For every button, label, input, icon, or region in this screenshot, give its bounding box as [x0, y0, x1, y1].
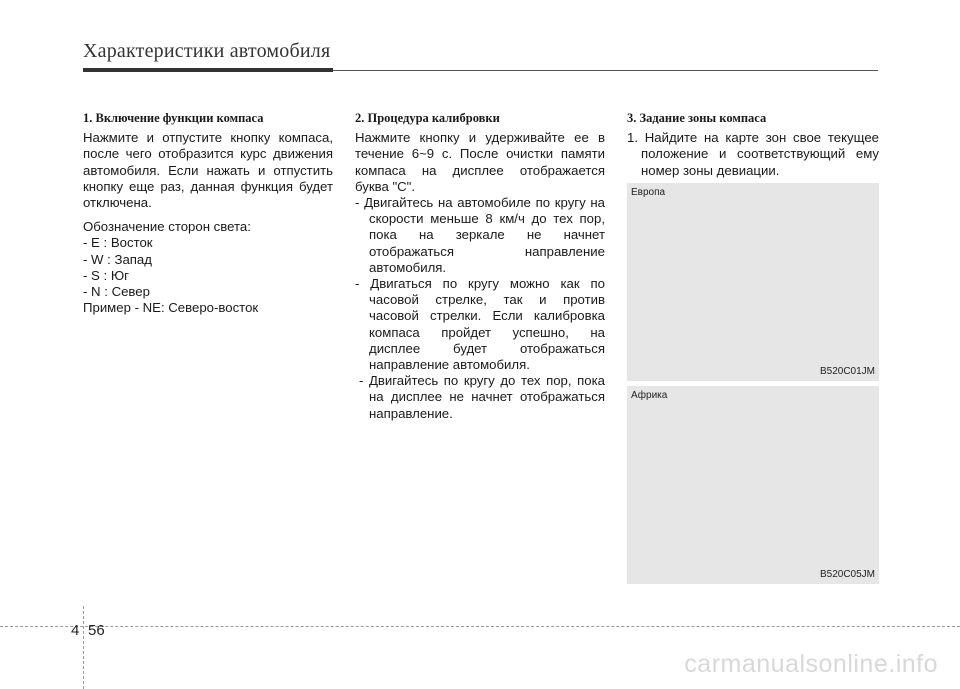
- header-rule-thick: [83, 68, 333, 72]
- figure-code: B520C01JM: [819, 366, 875, 377]
- list-item: - Двигайтесь по кругу до тех пор, пока на дисплее не начнет отображаться направление.: [359, 373, 605, 421]
- page-header-title: Характеристики автомобиля: [83, 40, 331, 62]
- africa-zone-map: [627, 386, 879, 584]
- footer-dashed-rule: [0, 626, 960, 627]
- section-heading: 1. Включение функции компаса: [83, 111, 264, 125]
- list-item: - Двигайтесь на автомобиле по кругу на скорости меньше 8 км/ч до тех пор, пока на зеркале не начнет отображаться направление автомобиля.: [355, 195, 605, 275]
- map-label: Европа: [631, 187, 666, 198]
- section-heading: 3. Задание зоны компаса: [627, 111, 767, 125]
- paragraph: Нажмите и отпустите кнопку компаса, после чего отобразится курс движения автомобиля. Если нажать и отпустить кнопку еще раз, данная функция будет отключена.: [83, 130, 333, 211]
- chapter-number: 4: [71, 622, 80, 639]
- header-rule-thin: [333, 70, 878, 71]
- example-text: Пример - NE: Северо-восток: [83, 300, 259, 316]
- list-item: - Двигаться по кругу можно как по часовой стрелке, так и против часовой стрелки. Если калибровка компаса пройдет успешно, на дисплее будет отображаться направление автомобиля.: [355, 276, 605, 373]
- list-item: - S : Юг: [83, 267, 129, 283]
- watermark: carmanualsonline.info: [684, 650, 938, 678]
- list-item: - E : Восток: [83, 235, 153, 251]
- list-item: - W : Запад: [83, 251, 152, 267]
- column-calibration: [355, 110, 605, 422]
- map-label: Африка: [631, 390, 668, 401]
- legend-title: Обозначение сторон света:: [83, 219, 251, 235]
- paragraph: Нажмите кнопку и удерживайте ее в течение 6~9 с. После очистки памяти компаса на дисплее отображается буква "С".: [355, 130, 605, 194]
- europe-zone-map: [627, 183, 879, 381]
- list-item: 1. Найдите на карте зон свое текущее положение и соответствующий ему номер зоны девиации.: [627, 130, 879, 178]
- list-item: - N : Север: [83, 284, 150, 300]
- figure-code: B520C05JM: [819, 569, 875, 580]
- column-zone-setting: [627, 110, 879, 179]
- column-compass-function: [83, 110, 333, 316]
- section-heading: 2. Процедура калибровки: [355, 111, 500, 125]
- page-number: 56: [88, 622, 105, 639]
- footer-dashed-divider: [83, 606, 84, 689]
